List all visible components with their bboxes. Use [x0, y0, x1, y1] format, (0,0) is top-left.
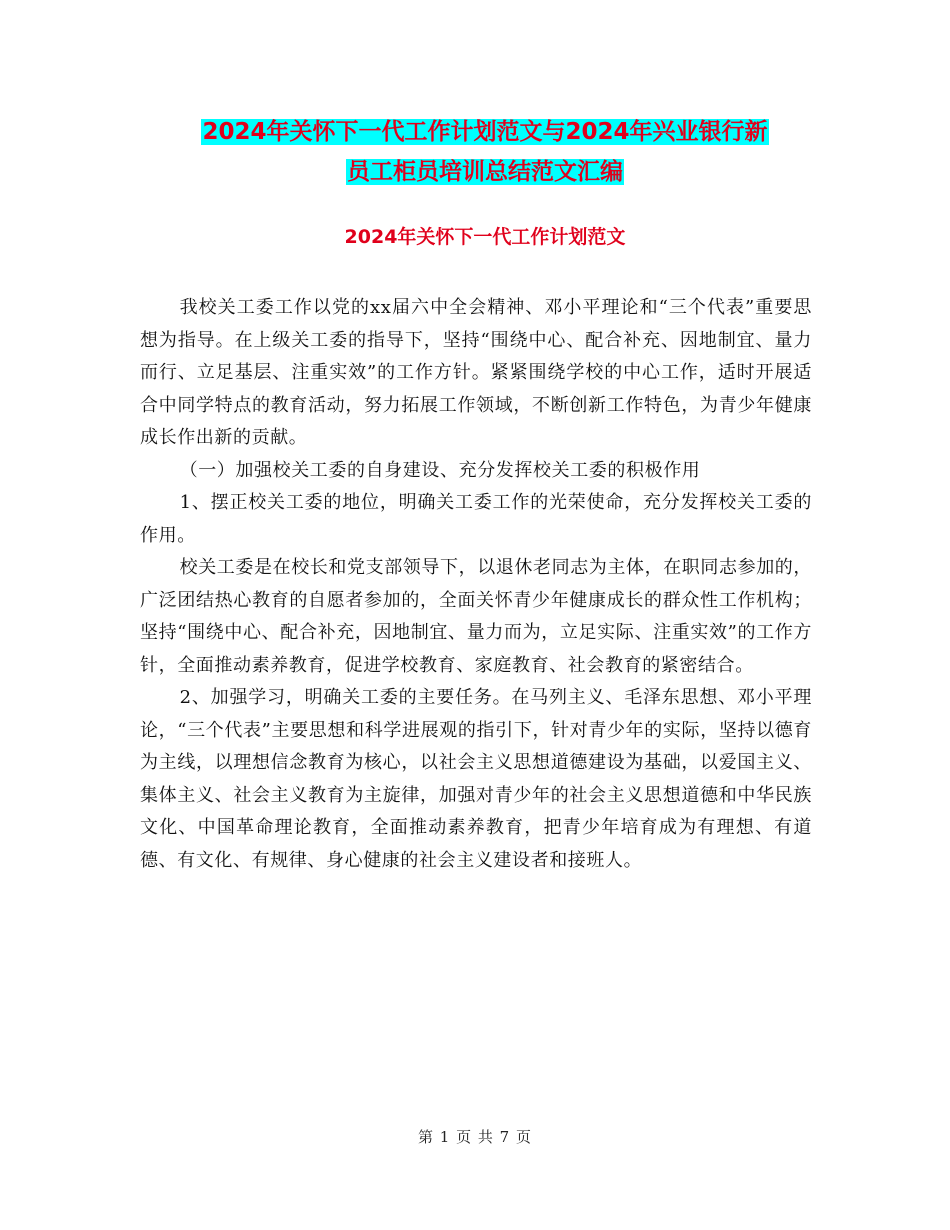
section-title: 2024年关怀下一代工作计划范文	[344, 226, 626, 248]
document-body	[140, 292, 812, 877]
paragraph-item-1: 1、摆正校关工委的地位，明确关工委工作的光荣使命，充分发挥校关工委的作用。	[140, 492, 812, 546]
document-title-line-2: 员工柜员培训总结范文汇编	[347, 159, 623, 185]
page-footer: 第 1 页 共 7 页	[418, 1128, 532, 1146]
paragraph-intro: 我校关工委工作以党的xx届六中全会精神、邓小平理论和“三个代表”重要思想为指导。在上级关工委的指导下，坚持“围绕中心、配合补充、因地制宜、量力而行、立足基层、注重实效”的工作方针。紧紧围绕学校的中心工作，适时开展适合中同学特点的教育活动，努力拓展工作领域，不断创新工作特色，为青少年健康成长作出新的贡献。	[140, 297, 812, 448]
paragraph-heading-1: （一）加强校关工委的自身建设、充分发挥校关工委的积极作用	[179, 459, 701, 481]
document-title-line-1: 2024年关怀下一代工作计划范文与2024年兴业银行新	[202, 119, 768, 145]
document-title	[140, 112, 830, 192]
paragraph-item-2: 2、加强学习，明确关工委的主要任务。在马列主义、毛泽东思想、邓小平理论，“三个代表”主要思想和科学进展观的指引下，针对青少年的实际，坚持以德育为主线，以理想信念教育为核心，以社会主义思想道德建设为基础，以爱国主义、集体主义、社会主义教育为主旋律，加强对青少年的社会主义思想道德和中华民族文化、中国革命理论教育，全面推动素养教育，把青少年培育成为有理想、有道德、有文化、有规律、身心健康的社会主义建设者和接班人。	[140, 687, 812, 871]
paragraph-body-1: 校关工委是在校长和党支部领导下，以退休老同志为主体，在职同志参加的，广泛团结热心教育的自愿者参加的，全面关怀青少年健康成长的群众性工作机构；坚持“围绕中心、配合补充，因地制宜、量力而为，立足实际、注重实效”的工作方针，全面推动素养教育，促进学校教育、家庭教育、社会教育的紧密结合。	[140, 557, 812, 676]
